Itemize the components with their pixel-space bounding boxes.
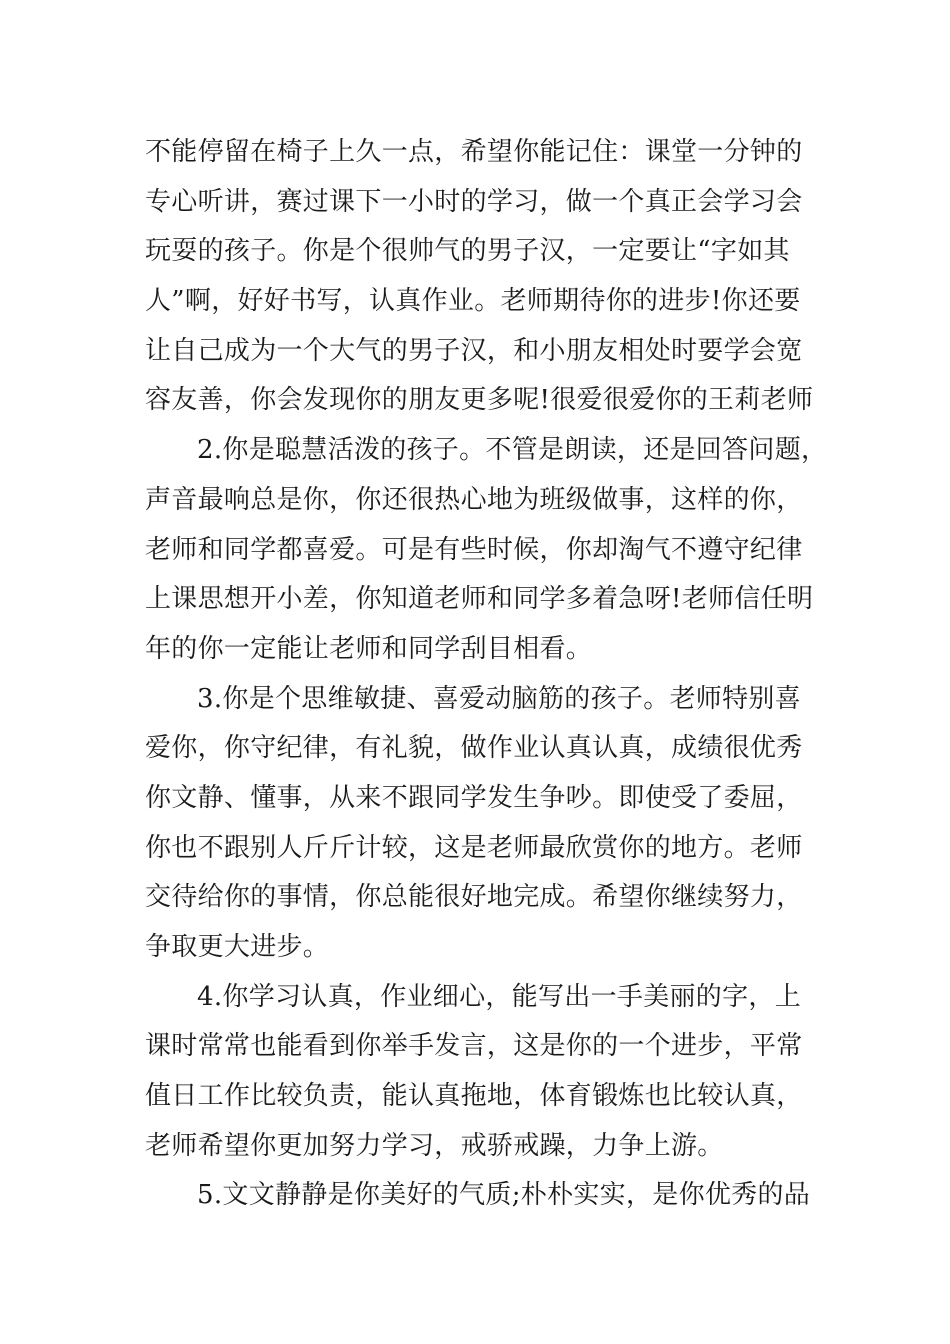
text-line: 专心听讲，赛过课下一小时的学习，做一个真正会学习会	[145, 186, 803, 217]
paragraph-start-line: 4.你学习认真，作业细心，能写出一手美丽的字，上	[197, 981, 802, 1012]
text-line: 你也不跟别人斤斤计较，这是老师最欣赏你的地方。老师	[145, 832, 803, 863]
text-line: 玩耍的孩子。你是个很帅气的男子汉，一定要让“字如其	[145, 236, 790, 267]
text-line: 容友善，你会发现你的朋友更多呢!很爱很爱你的王莉老师	[145, 385, 814, 416]
text-line: 爱你，你守纪律，有礼貌，做作业认真认真，成绩很优秀	[145, 733, 803, 764]
text-line: 年的你一定能让老师和同学刮目相看。	[145, 633, 593, 664]
text-line: 让自己成为一个大气的男子汉，和小朋友相处时要学会宽	[145, 335, 803, 366]
paragraph-start-line: 3.你是个思维敏捷、喜爱动脑筋的孩子。老师特别喜	[197, 683, 802, 714]
document-body	[145, 128, 828, 1221]
text-line: 值日工作比较负责，能认真拖地，体育锻炼也比较认真，	[145, 1081, 803, 1112]
text-line: 你文静、懂事，从来不跟同学发生争吵。即使受了委屈，	[145, 782, 803, 813]
text-line: 课时常常也能看到你举手发言，这是你的一个进步，平常	[145, 1031, 803, 1062]
text-line: 交待给你的事情，你总能很好地完成。希望你继续努力，	[145, 882, 803, 913]
text-line: 老师希望你更加努力学习，戒骄戒躁，力争上游。	[145, 1130, 724, 1161]
text-line: 不能停留在椅子上久一点，希望你能记住：课堂一分钟的	[145, 137, 803, 167]
text-line: 人”啊，好好书写，认真作业。老师期待你的进步!你还要	[145, 286, 801, 317]
text-line: 上课思想开小差，你知道老师和同学多着急呀!老师信任明	[145, 584, 814, 615]
text-line: 声音最响总是你，你还很热心地为班级做事，这样的你，	[145, 484, 803, 515]
text-line: 老师和同学都喜爱。可是有些时候，你却淘气不遵守纪律	[145, 534, 803, 565]
paragraph-start-line: 5.文文静静是你美好的气质;朴朴实实，是你优秀的品	[197, 1180, 811, 1211]
text-line: 争取更大进步。	[145, 932, 330, 962]
paragraph-start-line: 2.你是聪慧活泼的孩子。不管是朗读，还是回答问题，	[197, 435, 828, 466]
